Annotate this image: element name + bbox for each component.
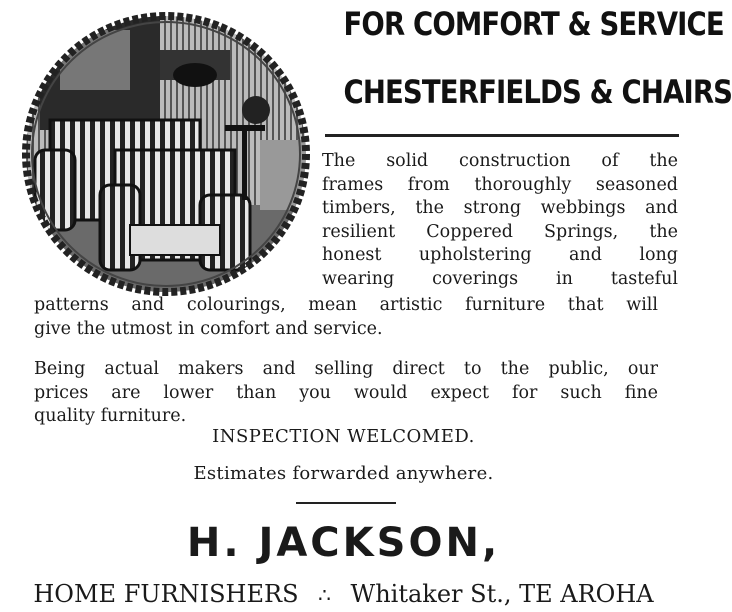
text-line: resilient Coppered Springs, the (322, 221, 678, 242)
headline-divider (325, 134, 679, 137)
chesterfield-illustration (20, 10, 312, 298)
text-line: Being actual makers and selling direct to the public, our (34, 359, 658, 379)
paragraph-1-beside-image (322, 150, 678, 291)
firm-name: H. JACKSON, (186, 520, 501, 566)
estimates-notice: Estimates forwarded anywhere. (193, 463, 494, 484)
text-line: timbers, the strong webbings and (322, 198, 678, 218)
headline-line-2: CHESTERFIELDS & CHAIRS (343, 73, 732, 111)
firm-footer (0, 580, 687, 608)
text-line: honest upholstering and long (322, 245, 678, 265)
text-line: prices are lower than you would expect for such fine (34, 382, 658, 403)
text-line: frames from thoroughly seasoned (322, 174, 678, 195)
text-line: The solid construction of the (322, 151, 678, 171)
inspection-notice: INSPECTION WELCOMED. (212, 426, 475, 447)
text-line: give the utmost in comfort and service. (34, 318, 383, 339)
paragraph-1-continued (34, 294, 658, 341)
text-line: wearing coverings in tasteful (322, 268, 678, 289)
separator-dots: ∴ (318, 583, 331, 607)
short-divider (296, 502, 396, 504)
text-line: quality furniture. (34, 406, 187, 426)
firm-trade: HOME FURNISHERS (33, 580, 299, 608)
text-line: patterns and colourings, mean artistic furniture that will (34, 295, 658, 315)
paragraph-2 (34, 358, 658, 429)
headline-line-1: FOR COMFORT & SERVICE (343, 5, 724, 43)
firm-address: Whitaker St., TE AROHA (350, 580, 654, 608)
